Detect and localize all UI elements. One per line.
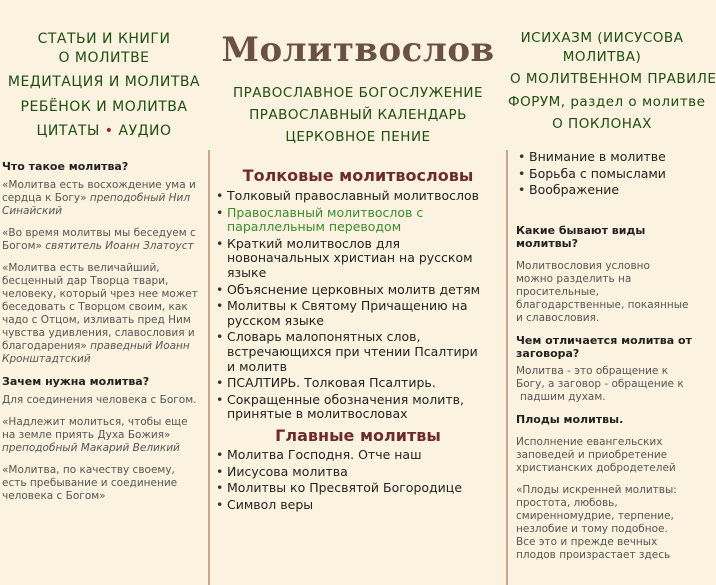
right-column [508, 0, 716, 561]
nav-prayer-rule[interactable]: О МОЛИТВЕННОМ ПРАВИЛЕ [510, 71, 716, 87]
text-line: можно разделить на [516, 272, 632, 285]
center-column [210, 0, 506, 514]
section-title-prayerbooks: Толковые молитвословы [242, 166, 474, 185]
text-line: плодов произрастает здесь [516, 548, 671, 561]
left-nav [0, 0, 208, 144]
text-line: смиренномудрие, терпение, [516, 509, 674, 522]
center-nav [210, 82, 506, 148]
nav-articles-books[interactable]: СТАТЬИ И КНИГИ [37, 31, 171, 47]
question-line: Какие бывают виды [516, 223, 646, 237]
nav-meditation[interactable]: МЕДИТАЦИЯ И МОЛИТВА [7, 74, 201, 90]
text-line: Все это и прежде вечных [516, 535, 658, 548]
nav-forum[interactable]: ФОРУМ, раздел о молитве [508, 93, 706, 110]
quote-fruits [516, 484, 696, 562]
nav-child-prayer[interactable]: РЕБЁНОК И МОЛИТВА [20, 98, 188, 115]
page-title: Молитвослов [221, 30, 495, 70]
list-item[interactable]: • Внимание в молитве [516, 150, 696, 165]
question-why-prayer: Зачем нужна молитва? [2, 375, 150, 388]
left-column [0, 0, 208, 502]
nav-hesychasm-cont[interactable]: МОЛИТВА) [562, 48, 642, 65]
nav-about-prayer[interactable]: О МОЛИТВЕ [58, 49, 150, 66]
text-line: Молитва - это обращение к [516, 364, 669, 377]
text-line: благодарственные, покаянные [516, 298, 689, 311]
right-nav [508, 0, 716, 136]
left-content [0, 160, 200, 512]
quote-text: «Надлежит молиться, чтобы еще на земле приять Духа Божия» [2, 416, 188, 441]
quote-author: святитель Иоанн Златоуст [45, 240, 194, 252]
text-line: и славословия. [516, 311, 600, 324]
text-line: «Плоды искренней молитвы: [516, 483, 677, 496]
quote-author: преподобный Нил Синайский [2, 192, 191, 217]
main-prayers-list [210, 448, 484, 512]
list-item[interactable]: • Объяснение церковных молитв детям [214, 283, 484, 298]
heading-fruits-of-prayer: Плоды молитвы. [516, 412, 624, 426]
question-prayer-vs-spell [516, 334, 696, 360]
text-line: Исполнение евангельских [516, 435, 663, 448]
list-item[interactable]: • Молитвы ко Пресвятой Богородице [214, 481, 484, 496]
list-item[interactable]: • Толковый православный молитвослов [214, 189, 484, 204]
question-line: Чем отличается молитва от [516, 333, 692, 347]
list-item[interactable]: • Словарь малопонятных слов, встречающихся при чтении Псалтири и молитв [214, 330, 484, 374]
quote-nil [2, 179, 200, 218]
nav-hesychasm[interactable]: ИСИХАЗМ (ИИСУСОВА [520, 30, 684, 46]
text-line: просительные, [516, 285, 599, 298]
answer-prayer-vs-spell [516, 365, 696, 404]
quote-makarios [2, 416, 200, 455]
quote-text: «Молитва есть величайший, бесценный дар Творца твари, человеку, который чрез нее может беседовать с Творцом своим, как чадо с Отцом, изливать пред Ним чувства удивления, славословия и благодарения» [2, 262, 198, 352]
quote-text: «Молитва есть восхождение ума и сердца к Богу» [2, 179, 196, 204]
list-item[interactable]: • ПСАЛТИРЬ. Толковая Псалтирь. [214, 376, 484, 391]
text-line: заповедей и приобретение [516, 448, 668, 461]
quote-prayer-quality: «Молитва, по качеству своему, есть пребывание и соединение человека с Богом» [2, 464, 178, 502]
list-item[interactable]: • Краткий молитвослов для новоначальных христиан на русском языке [214, 237, 484, 281]
text-line: падшим духам. [520, 390, 606, 403]
quote-kronstadt [2, 262, 200, 366]
question-what-is-prayer: Что такое молитва? [2, 160, 129, 173]
list-item[interactable]: • Сокращенные обозначения молитв, принятые в молитвословах [214, 393, 484, 422]
nav-quotes[interactable]: ЦИТАТЫ [36, 123, 100, 139]
text-fruits-commandments [516, 436, 696, 475]
nav-quotes-audio-row [0, 119, 208, 144]
nav-orthodox-service[interactable]: ПРАВОСЛАВНОЕ БОГОСЛУЖЕНИЕ [233, 85, 483, 101]
nav-orthodox-calendar[interactable]: ПРАВОСЛАВНЫЙ КАЛЕНДАРЬ [249, 107, 467, 123]
text-line: Богу, а заговор - обращение к [516, 377, 684, 390]
list-item[interactable]: • Символ веры [214, 498, 484, 513]
nav-audio[interactable]: АУДИО [118, 123, 172, 139]
answer-why-prayer: Для соединения человека с Богом. [2, 394, 197, 406]
text-line: Молитвословия условно [516, 259, 650, 272]
list-item[interactable]: • Православный молитвослов с параллельным переводом [214, 206, 484, 235]
question-line: заговора? [516, 346, 580, 360]
nav-prostrations[interactable]: О ПОКЛОНАХ [552, 116, 652, 132]
quote-chrysostom [2, 227, 200, 253]
list-item[interactable]: • Иисусова молитва [214, 465, 484, 480]
quote-author: праведный Иоанн Кронштадтский [2, 340, 190, 365]
nav-separator: • [104, 123, 114, 139]
answer-prayer-types [516, 260, 696, 325]
prayerbooks-list [210, 189, 484, 422]
text-line: христианских добродетелей [516, 461, 676, 474]
question-prayer-types [516, 224, 696, 250]
quote-author: преподобный Макарий Великий [2, 442, 180, 454]
question-line: молитвы? [516, 236, 578, 250]
text-line: незлобие и тому подобное. [516, 522, 668, 535]
list-item[interactable]: • Воображение [516, 183, 696, 198]
text-line: простота, любовь, [516, 496, 618, 509]
right-topics-list [512, 150, 696, 198]
list-item[interactable]: • Борьба с помыслами [516, 167, 696, 182]
quote-text: «Во время молитвы мы беседуем с Богом» [2, 227, 196, 252]
list-item[interactable]: • Молитва Господня. Отче наш [214, 448, 484, 463]
right-content [508, 150, 696, 571]
nav-church-singing[interactable]: ЦЕРКОВНОЕ ПЕНИЕ [285, 129, 431, 145]
list-item[interactable]: • Молитвы к Святому Причащению на русском языке [214, 299, 484, 328]
section-title-main-prayers: Главные молитвы [275, 425, 441, 445]
